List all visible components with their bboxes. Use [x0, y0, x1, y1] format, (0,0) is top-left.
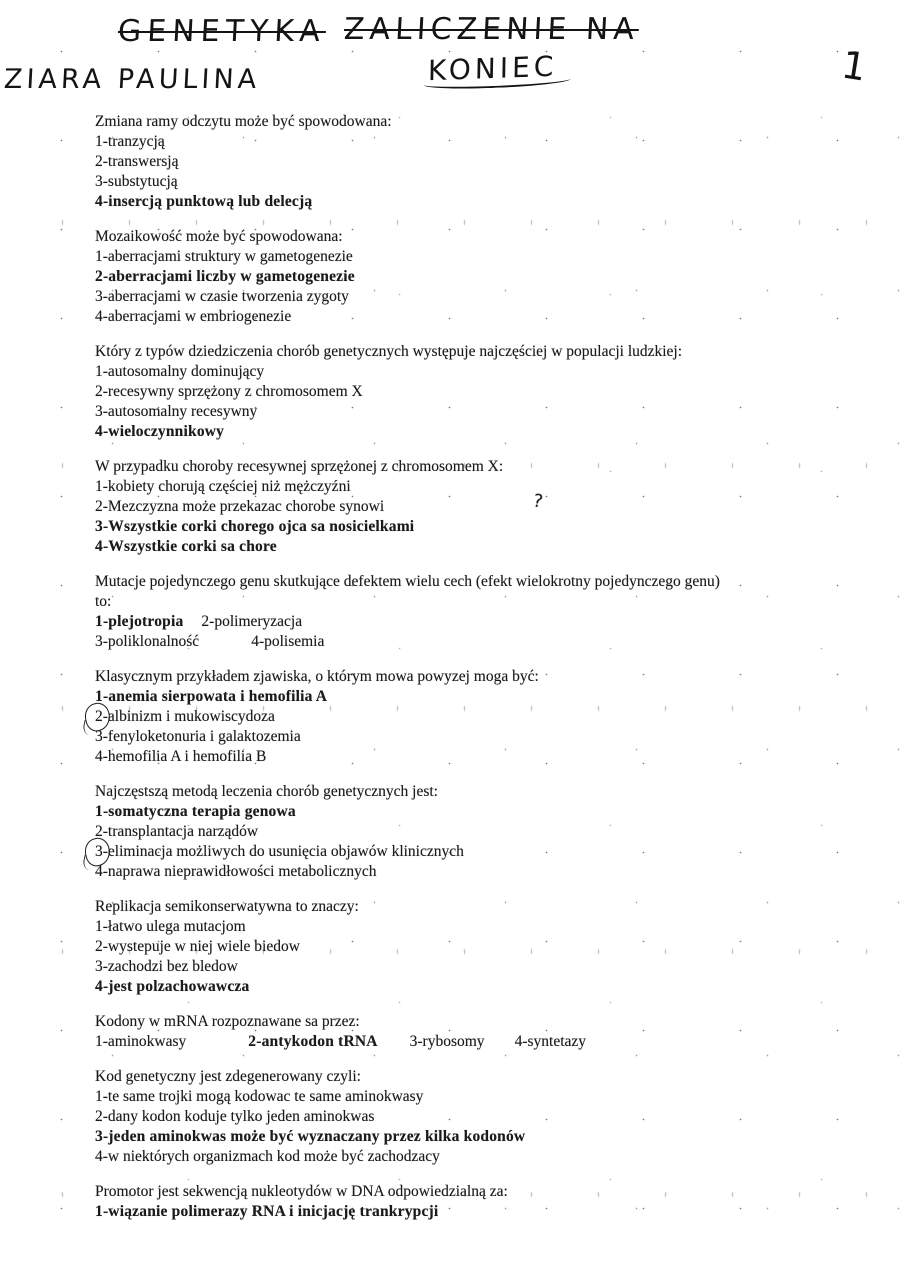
question-block [95, 112, 885, 212]
answer-option [95, 937, 885, 957]
answer-option [95, 287, 885, 307]
answer-option-text: 1-tranzycją [95, 133, 165, 150]
question-block [95, 782, 885, 882]
answer-option [95, 822, 885, 842]
answer-option-text: 2-recesywny sprzężony z chromosomem X [95, 383, 363, 400]
answer-option-text: 4-naprawa nieprawidłowości metabolicznych [95, 863, 377, 880]
answer-option [95, 687, 885, 707]
question-prompt-group [95, 782, 885, 802]
handwritten-title-line3: KONIEC [427, 49, 558, 88]
question-prompt-group [95, 897, 885, 917]
answer-option [95, 382, 885, 402]
question-block [95, 572, 885, 652]
question-prompt: W przypadku choroby recesywnej sprzężonej z chromosomem X: [95, 458, 504, 475]
answer-option [95, 1127, 885, 1147]
answer-option-text: 3-Wszystkie corki chorego ojca sa nosicielkami [95, 518, 415, 535]
answer-option [95, 362, 885, 382]
question-prompt-group [95, 667, 885, 687]
answer-option [95, 402, 885, 422]
answer-option [95, 422, 885, 442]
answer-options-group [95, 247, 885, 327]
answer-option [95, 612, 885, 632]
answer-option [95, 747, 885, 767]
question-block [95, 1067, 885, 1167]
answer-options-group [95, 917, 885, 997]
answer-option-text: 3-autosomalny recesywny [95, 403, 258, 420]
question-prompt-group [95, 342, 885, 362]
answer-option-text: 4-w niektórych organizmach kod może być zachodzacy [95, 1148, 440, 1165]
answer-option-text: 4-Wszystkie corki sa chore [95, 538, 277, 555]
answer-option [95, 172, 885, 192]
answer-option-text: 4-polisemia [251, 633, 325, 650]
answer-option-text: 3-zachodzi bez bledow [95, 958, 238, 975]
answer-option-text: 1-aminokwasy [95, 1033, 187, 1050]
answer-option-text: 1-łatwo ulega mutacjom [95, 918, 246, 935]
answer-option [95, 1202, 885, 1222]
question-prompt-group [95, 572, 885, 612]
answer-option-text: 3-jeden aminokwas może być wyznaczany przez kilka kodonów [95, 1128, 526, 1145]
answer-option-text: 2-polimeryzacja [201, 613, 303, 630]
answer-option [95, 192, 885, 212]
answer-option-text: 3-poliklonalność [95, 633, 200, 650]
handwritten-page-number: 1 [838, 42, 870, 90]
answer-options-group [95, 1202, 885, 1222]
handwritten-question-mark: ? [531, 490, 545, 513]
question-prompt: Replikacja semikonserwatywna to znaczy: [95, 898, 359, 915]
answer-option [95, 1032, 885, 1052]
question-prompt: Który z typów dziedziczenia chorób genetycznych występuje najczęściej w populacji ludzkiej: [95, 343, 683, 360]
answer-option [95, 267, 885, 287]
answer-option-text: 4-wieloczynnikowy [95, 423, 225, 440]
answer-option-text: 2-dany kodon koduje tylko jeden aminokwas [95, 1108, 375, 1125]
question-prompt-group [95, 1012, 885, 1032]
answer-option-text: 1-aberracjami struktury w gametogenezie [95, 248, 353, 265]
answer-option [95, 247, 885, 267]
answer-option [95, 152, 885, 172]
question-prompt-group [95, 1067, 885, 1087]
question-prompt: Kod genetyczny jest zdegenerowany czyli: [95, 1068, 361, 1085]
question-prompt-group [95, 1182, 885, 1202]
question-prompt: Klasycznym przykładem zjawiska, o którym mowa powyzej moga być: [95, 668, 539, 685]
question-prompt: Promotor jest sekwencją nukleotydów w DNA odpowiedzialną za: [95, 1183, 508, 1200]
handwritten-title-line2: ZALICZENIE NA [343, 12, 640, 47]
answer-option [95, 957, 885, 977]
answer-option-text: 1-autosomalny dominujący [95, 363, 265, 380]
question-prompt: Mutacje pojedynczego genu skutkujące defektem wielu cech (efekt wielokrotny pojedynczego genu) [95, 573, 720, 590]
question-prompt-group [95, 457, 885, 477]
answer-option-circled [95, 842, 885, 862]
answer-option [95, 477, 885, 497]
answer-options-group [95, 687, 885, 767]
answer-option-text: 2-Mezczyzna może przekazac chorobe synowi [95, 498, 385, 515]
answer-option [95, 490, 885, 517]
answer-option-text: 3-rybosomy [409, 1033, 485, 1050]
answer-option [95, 517, 885, 537]
question-block [95, 1012, 885, 1052]
answer-option-circled [95, 707, 885, 727]
question-prompt: Zmiana ramy odczytu może być spowodowana: [95, 113, 392, 130]
answer-option-text: 1-anemia sierpowata i hemofilia A [95, 688, 328, 705]
answer-options-group [95, 1087, 885, 1167]
handwritten-student-name: ZIARA PAULINA [3, 64, 261, 95]
answer-options-group [95, 612, 885, 652]
answer-option-text: 1-wiązanie polimerazy RNA i inicjację trankrypcji [95, 1203, 439, 1220]
answer-option [95, 307, 885, 327]
answer-option [95, 802, 885, 822]
question-prompt: Mozaikowość może być spowodowana: [95, 228, 343, 245]
question-prompt-group [95, 112, 885, 132]
answer-options-group [95, 132, 885, 212]
answer-option-text: 1-te same trojki mogą kodowac te same aminokwasy [95, 1088, 424, 1105]
answer-options-group [95, 477, 885, 557]
answer-options-group [95, 362, 885, 442]
answer-option-text: 3-eliminacja możliwych do usunięcia objawów klinicznych [95, 843, 464, 860]
answer-option-text: 2-antykodon tRNA [248, 1033, 378, 1050]
answer-option [95, 632, 885, 652]
answer-option [95, 977, 885, 997]
answer-option-text: 3-substytucją [95, 173, 178, 190]
answer-option [95, 1147, 885, 1167]
answer-option-text: 2-wystepuje w niej wiele biedow [95, 938, 300, 955]
answer-options-group [95, 1032, 885, 1052]
answer-option-text: 2-aberracjami liczby w gametogenezie [95, 268, 355, 285]
question-prompt: Kodony w mRNA rozpoznawane sa przez: [95, 1013, 360, 1030]
question-block [95, 897, 885, 997]
answer-option-text: 4-syntetazy [514, 1033, 587, 1050]
answer-option-text: 2-transplantacja narządów [95, 823, 259, 840]
handwritten-course-title: GENETYKA [117, 14, 327, 49]
answer-option-text: 1-somatyczna terapia genowa [95, 803, 296, 820]
answer-option [95, 1087, 885, 1107]
answer-option [95, 917, 885, 937]
answer-option-text: 4-hemofilia A i hemofilia B [95, 748, 267, 765]
question-prompt: Najczęstszą metodą leczenia chorób genetycznych jest: [95, 783, 438, 800]
question-block [95, 457, 885, 557]
answer-option [95, 727, 885, 747]
answer-option-text: 3-aberracjami w czasie tworzenia zygoty [95, 288, 349, 305]
answer-option-text: 4-insercją punktową lub delecją [95, 193, 313, 210]
answer-option-text: 1-kobiety chorują częściej niż mężczyźni [95, 478, 351, 495]
answer-option [95, 862, 885, 882]
question-block [95, 667, 885, 767]
answer-option-text: 4-jest polzachowawcza [95, 978, 250, 995]
answer-options-group [95, 802, 885, 882]
answer-option-text: 3-fenyloketonuria i galaktozemia [95, 728, 301, 745]
answer-option-text: 2-albinizm i mukowiscydoza [95, 708, 275, 725]
answer-option [95, 537, 885, 557]
answer-option [95, 132, 885, 152]
question-block [95, 1182, 885, 1222]
question-prompt-group [95, 227, 885, 247]
answer-option-text: 1-plejotropia [95, 613, 184, 630]
question-prompt: to: [95, 593, 112, 610]
question-block [95, 227, 885, 327]
question-block [95, 342, 885, 442]
answer-option-text: 4-aberracjami w embriogenezie [95, 308, 292, 325]
questions-list [95, 112, 885, 1237]
answer-option [95, 1107, 885, 1127]
answer-option-text: 2-transwersją [95, 153, 179, 170]
